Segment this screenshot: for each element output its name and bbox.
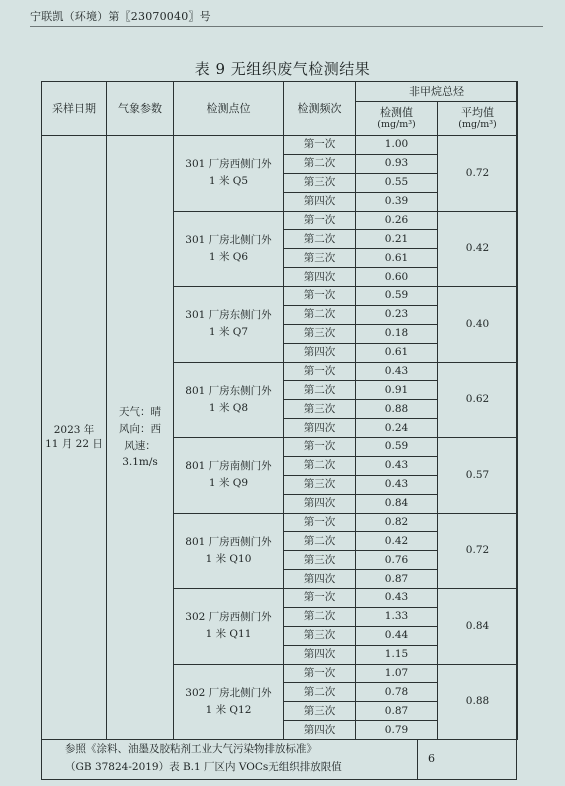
frequency-cell: 第二次: [284, 607, 356, 626]
value-cell: 0.84: [356, 494, 438, 513]
frequency-cell: 第四次: [284, 268, 356, 287]
header-weather: 气象参数: [107, 82, 174, 136]
value-cell: 0.93: [356, 154, 438, 173]
average-cell: 0.88: [438, 664, 518, 740]
frequency-cell: 第三次: [284, 400, 356, 419]
frequency-cell: 第四次: [284, 192, 356, 211]
header-avg-label: 平均值: [461, 105, 494, 119]
average-cell: 0.72: [438, 136, 518, 212]
page-number: 6: [428, 752, 435, 765]
header-divider: [30, 26, 543, 27]
average-cell: 0.62: [438, 362, 518, 438]
value-cell: 0.43: [356, 456, 438, 475]
frequency-cell: 第一次: [284, 287, 356, 306]
frequency-cell: 第三次: [284, 475, 356, 494]
value-cell: 0.82: [356, 513, 438, 532]
header-location: 检测点位: [174, 82, 284, 136]
value-cell: 0.55: [356, 173, 438, 192]
weather-params: 天气：晴 风向：西 风速：3.1m/s: [107, 136, 174, 740]
value-cell: 0.91: [356, 381, 438, 400]
results-table: [41, 81, 518, 740]
location-cell: 302 厂房西侧门外 1 米 Q11: [174, 589, 284, 665]
value-cell: 0.43: [356, 362, 438, 381]
value-cell: 0.39: [356, 192, 438, 211]
value-cell: 1.33: [356, 607, 438, 626]
value-cell: 0.43: [356, 475, 438, 494]
frequency-cell: 第一次: [284, 136, 356, 155]
frequency-cell: 第四次: [284, 645, 356, 664]
value-cell: 0.42: [356, 532, 438, 551]
value-cell: 0.76: [356, 551, 438, 570]
value-cell: 0.43: [356, 589, 438, 608]
header-avg: [438, 102, 518, 136]
value-cell: 0.60: [356, 268, 438, 287]
frequency-cell: 第二次: [284, 230, 356, 249]
frequency-cell: 第四次: [284, 721, 356, 740]
header-date: 采样日期: [42, 82, 107, 136]
footer-divider: [417, 740, 418, 780]
value-cell: 0.23: [356, 305, 438, 324]
average-cell: 0.40: [438, 287, 518, 363]
header-avg-unit: (mg/m³): [458, 119, 497, 131]
header-value: [356, 102, 438, 136]
frequency-cell: 第三次: [284, 702, 356, 721]
location-cell: 302 厂房北侧门外 1 米 Q12: [174, 664, 284, 740]
value-cell: 0.24: [356, 419, 438, 438]
value-cell: 0.59: [356, 438, 438, 457]
frequency-cell: 第三次: [284, 173, 356, 192]
frequency-cell: 第一次: [284, 513, 356, 532]
location-cell: 801 厂房东侧门外 1 米 Q8: [174, 362, 284, 438]
report-number: 宁联凯（环境）第〖23070040〗号: [30, 10, 211, 23]
average-cell: 0.72: [438, 513, 518, 589]
value-cell: 0.78: [356, 683, 438, 702]
reference-line-2: （GB 37824-2019）表 B.1 厂区内 VOCs无组织排放限值: [65, 761, 342, 773]
value-cell: 0.88: [356, 400, 438, 419]
location-cell: 801 厂房西侧门外 1 米 Q10: [174, 513, 284, 589]
value-cell: 1.15: [356, 645, 438, 664]
frequency-cell: 第一次: [284, 589, 356, 608]
table-row: [42, 136, 518, 155]
average-cell: 0.57: [438, 438, 518, 514]
header-pollutant: 非甲烷总烃: [356, 82, 518, 102]
value-cell: 0.26: [356, 211, 438, 230]
frequency-cell: 第二次: [284, 456, 356, 475]
value-cell: 0.18: [356, 324, 438, 343]
value-cell: 0.87: [356, 570, 438, 589]
frequency-cell: 第四次: [284, 419, 356, 438]
value-cell: 1.00: [356, 136, 438, 155]
frequency-cell: 第四次: [284, 343, 356, 362]
average-cell: 0.84: [438, 589, 518, 665]
location-cell: 301 厂房东侧门外 1 米 Q7: [174, 287, 284, 363]
value-cell: 0.79: [356, 721, 438, 740]
header-value-label: 检测值: [380, 105, 413, 119]
frequency-cell: 第三次: [284, 626, 356, 645]
frequency-cell: 第二次: [284, 532, 356, 551]
reference-note: [41, 740, 417, 780]
value-cell: 1.07: [356, 664, 438, 683]
frequency-cell: 第一次: [284, 211, 356, 230]
frequency-cell: 第四次: [284, 494, 356, 513]
location-cell: 301 厂房西侧门外 1 米 Q5: [174, 136, 284, 212]
frequency-cell: 第四次: [284, 570, 356, 589]
value-cell: 0.87: [356, 702, 438, 721]
frequency-cell: 第三次: [284, 324, 356, 343]
value-cell: 0.21: [356, 230, 438, 249]
reference-line-1: 参照《涂料、油墨及胶粘剂工业大气污染物排放标准》: [65, 743, 317, 755]
header-frequency: 检测频次: [284, 82, 356, 136]
header-value-unit: (mg/m³): [377, 119, 416, 131]
average-cell: 0.42: [438, 211, 518, 287]
sampling-date: 2023 年 11 月 22 日: [42, 136, 107, 740]
frequency-cell: 第一次: [284, 664, 356, 683]
frequency-cell: 第一次: [284, 438, 356, 457]
frequency-cell: 第三次: [284, 551, 356, 570]
frequency-cell: 第二次: [284, 154, 356, 173]
frequency-cell: 第二次: [284, 381, 356, 400]
location-cell: 801 厂房南侧门外 1 米 Q9: [174, 438, 284, 514]
value-cell: 0.59: [356, 287, 438, 306]
frequency-cell: 第二次: [284, 305, 356, 324]
frequency-cell: 第一次: [284, 362, 356, 381]
frequency-cell: 第二次: [284, 683, 356, 702]
value-cell: 0.44: [356, 626, 438, 645]
table-title: 表 9 无组织废气检测结果: [194, 60, 371, 78]
frequency-cell: 第三次: [284, 249, 356, 268]
value-cell: 0.61: [356, 343, 438, 362]
value-cell: 0.61: [356, 249, 438, 268]
location-cell: 301 厂房北侧门外 1 米 Q6: [174, 211, 284, 287]
